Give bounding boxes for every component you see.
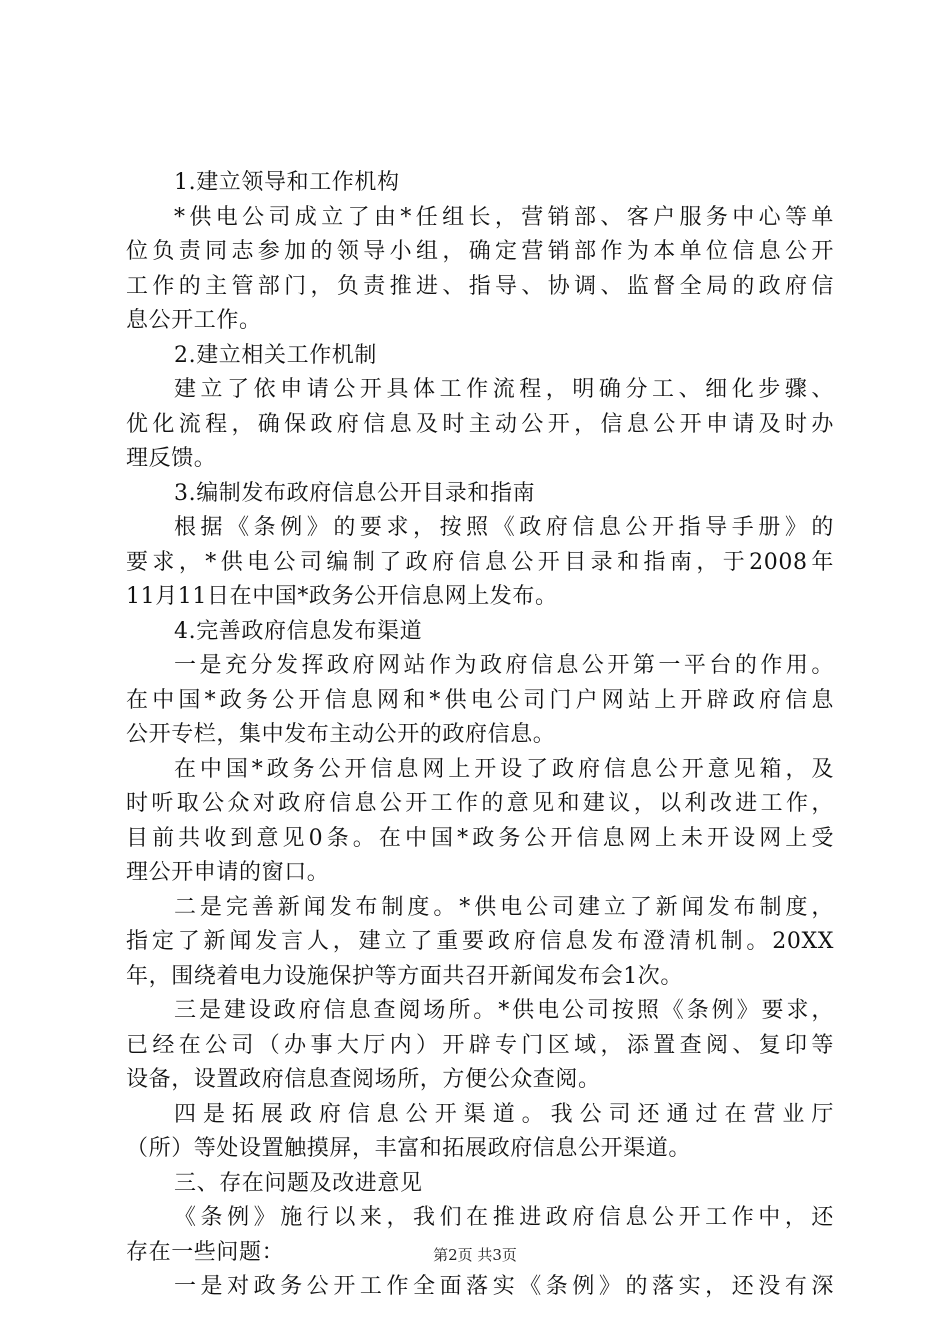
- text-line: 指定了新闻发言人，建立了重要政府信息发布澄清机制。20XX: [126, 929, 834, 954]
- text-line: 二是完善新闻发布制度。*供电公司建立了新闻发布制度，: [174, 894, 834, 920]
- text-line: 要求，*供电公司编制了政府信息公开目录和指南，于2008年: [126, 549, 834, 575]
- text-line: 3.编制发布政府信息公开目录和指南: [174, 480, 536, 506]
- text-line: 4.完善政府信息发布渠道: [174, 618, 423, 644]
- text-line: 年，围绕着电力设施保护等方面共召开新闻发布会1次。: [126, 963, 683, 989]
- text-line: 公开专栏，集中发布主动公开的政府信息。: [126, 722, 556, 747]
- text-line: 建立了依申请公开具体工作流程，明确分工、细化步骤、: [174, 377, 834, 402]
- text-line: 在中国*政务公开信息网上开设了政府信息公开意见箱，及: [174, 756, 834, 782]
- text-line: 理反馈。: [126, 446, 217, 471]
- text-line: 四是拓展政府信息公开渠道。我公司还通过在营业厅: [174, 1101, 834, 1127]
- text-line: 一是对政务公开工作全面落实《条例》的落实，还没有深: [174, 1274, 834, 1299]
- text-line: 工作的主管部门，负责推进、指导、协调、监督全局的政府信: [126, 273, 834, 299]
- text-line: 在中国*政务公开信息网和*供电公司门户网站上开辟政府信息: [126, 687, 834, 713]
- text-line: 《条例》施行以来，我们在推进政府信息公开工作中，还: [174, 1205, 834, 1230]
- text-line: 息公开工作。: [126, 308, 262, 333]
- text-line: 2.建立相关工作机制: [174, 342, 377, 368]
- text-line: 设备，设置政府信息查阅场所，方便公众查阅。: [126, 1067, 601, 1092]
- text-line: 理公开申请的窗口。: [126, 860, 330, 885]
- page-footer: 第2页 共3页: [433, 1246, 517, 1264]
- text-line: 1.建立领导和工作机构: [174, 170, 400, 195]
- document-body: [126, 166, 834, 1305]
- text-line: 根据《条例》的要求，按照《政府信息公开指导手册》的: [174, 515, 834, 540]
- text-line: 目前共收到意见0条。在中国*政务公开信息网上未开设网上受: [126, 825, 834, 851]
- text-line: 11月11日在中国*政务公开信息网上发布。: [126, 584, 558, 609]
- text-line: 存在一些问题：: [126, 1239, 285, 1265]
- text-line: 时听取公众对政府信息公开工作的意见和建议，以利改进工作，: [126, 791, 834, 816]
- text-line: 三是建设政府信息查阅场所。*供电公司按照《条例》要求，: [174, 998, 834, 1023]
- text-line: 已经在公司（办事大厅内）开辟专门区域，添置查阅、复印等: [126, 1032, 834, 1058]
- text-line: （所）等处设置触摸屏，丰富和拓展政府信息公开渠道。: [126, 1136, 692, 1161]
- text-line: 三、存在问题及改进意见: [174, 1170, 423, 1196]
- text-line: *供电公司成立了由*任组长，营销部、客户服务中心等单: [174, 204, 834, 230]
- text-line: 位负责同志参加的领导小组，确定营销部作为本单位信息公开: [126, 239, 834, 264]
- text-line: 优化流程，确保政府信息及时主动公开，信息公开申请及时办: [126, 411, 834, 437]
- text-line: 一是充分发挥政府网站作为政府信息公开第一平台的作用。: [174, 653, 834, 678]
